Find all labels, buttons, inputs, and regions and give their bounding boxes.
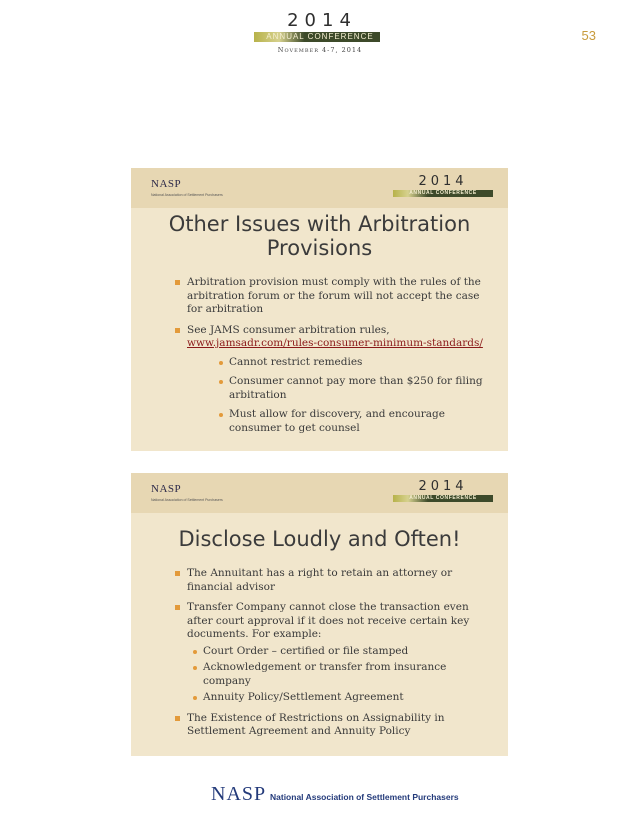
slide-logo: NASP bbox=[151, 483, 182, 495]
slide-logo-subtitle: National Association of Settlement Purchasers bbox=[151, 498, 223, 502]
slide-logo-subtitle: National Association of Settlement Purchasers bbox=[151, 193, 223, 197]
sub-bullet-item: Must allow for discovery, and encourage consumer to get counsel bbox=[219, 408, 495, 435]
sub-bullet-item: Court Order – certified or file stamped bbox=[193, 645, 495, 659]
slide-banner: ANNUAL CONFERENCE bbox=[409, 495, 477, 501]
footer-text: National Association of Settlement Purchasers bbox=[270, 792, 459, 802]
slide-logo: NASP bbox=[151, 178, 182, 190]
bullet-list bbox=[175, 276, 495, 442]
slide-year: 2014 bbox=[418, 479, 468, 494]
sub-bullet-list bbox=[187, 356, 495, 436]
bullet-text: Transfer Company cannot close the transaction even after court approval if it does not receive certain key documents. For example: bbox=[187, 601, 470, 640]
jams-rules-link[interactable]: www.jamsadr.com/rules-consumer-minimum-standards/ bbox=[187, 337, 483, 349]
bullet-item bbox=[175, 324, 495, 436]
sub-bullet-item: Annuity Policy/Settlement Agreement bbox=[193, 691, 495, 705]
bullet-item: The Annuitant has a right to retain an attorney or financial advisor bbox=[175, 567, 495, 594]
bullet-text: See JAMS consumer arbitration rules, bbox=[187, 323, 390, 336]
header-year: 2014 bbox=[287, 10, 357, 31]
slide-title-line1: Other Issues with Arbitration bbox=[168, 212, 471, 236]
bullet-item bbox=[175, 601, 495, 705]
slide-year: 2014 bbox=[418, 174, 468, 189]
slide-disclose bbox=[131, 473, 508, 756]
slide-title-line2: Provisions bbox=[266, 236, 373, 260]
sub-bullet-list bbox=[187, 645, 495, 705]
header-date: November 4-7, 2014 bbox=[277, 46, 363, 54]
page-number: 53 bbox=[581, 28, 596, 43]
slide-title: Disclose Loudly and Often! bbox=[178, 527, 461, 551]
sub-bullet-item: Cannot restrict remedies bbox=[219, 356, 495, 370]
footer-logo: NASP bbox=[211, 783, 267, 805]
bullet-item: Arbitration provision must comply with the rules of the arbitration forum or the forum will not accept the case for arbitration bbox=[175, 276, 495, 317]
bullet-item: The Existence of Restrictions on Assignability in Settlement Agreement and Annuity Policy bbox=[175, 712, 495, 739]
header-banner: ANNUAL CONFERENCE bbox=[266, 32, 374, 41]
bullet-list bbox=[175, 567, 495, 746]
slide-banner: ANNUAL CONFERENCE bbox=[409, 190, 477, 196]
slide-arbitration bbox=[131, 168, 508, 451]
sub-bullet-item: Acknowledgement or transfer from insurance company bbox=[193, 661, 495, 688]
sub-bullet-item: Consumer cannot pay more than $250 for filing arbitration bbox=[219, 375, 495, 402]
slide-title bbox=[131, 212, 508, 260]
